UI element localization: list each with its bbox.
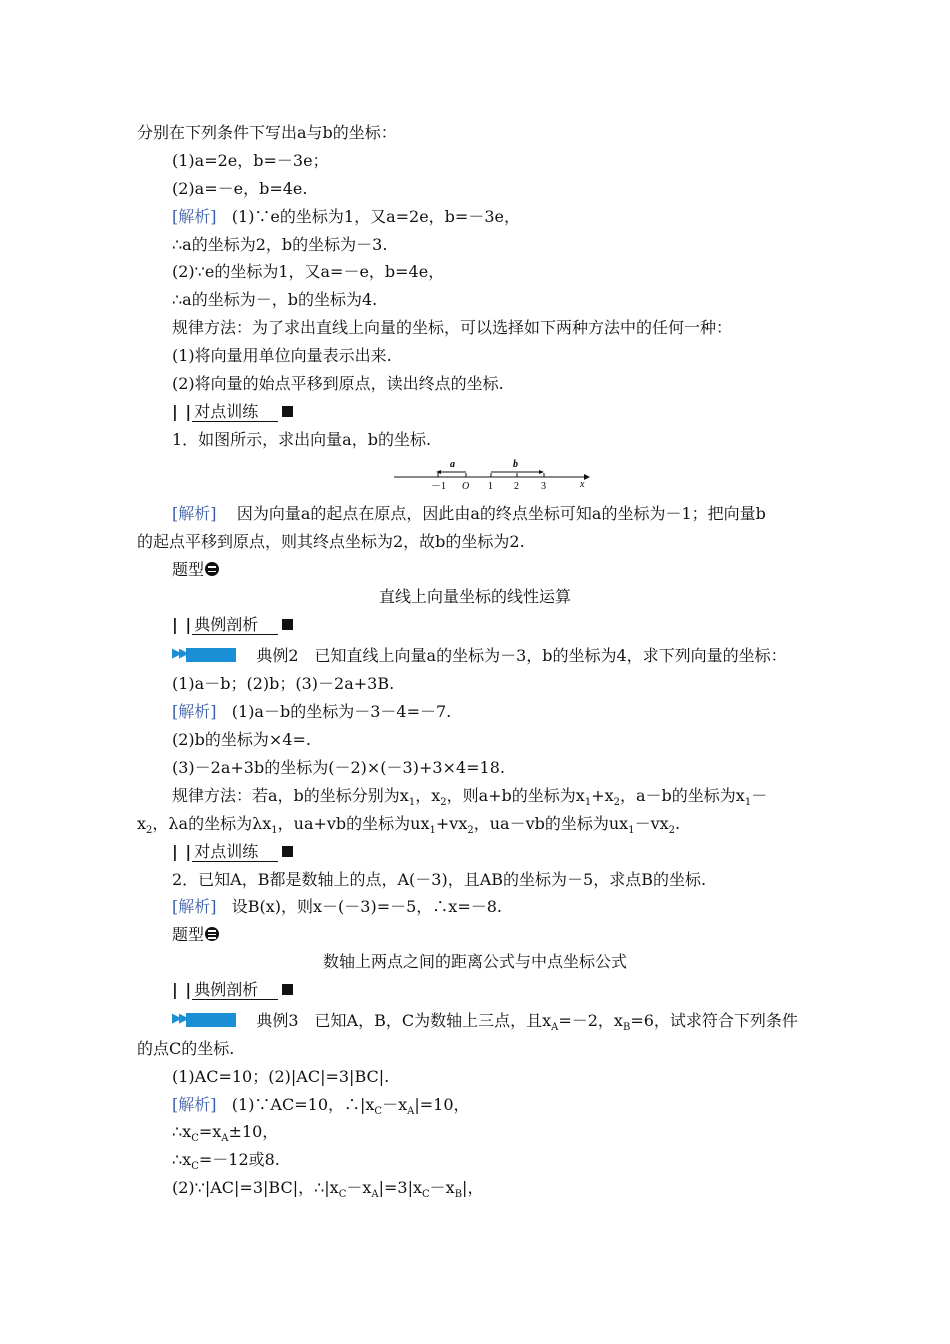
exercise-1-solution-line1: [解析] 因为向量a的起点在原点，因此由a的终点坐标可知a的坐标为－1；把向量b (172, 504, 766, 523)
example-2-solution-3: (3)－2a+3b的坐标为(－2)×(－3)+3×4=18. (172, 758, 505, 777)
example-3-solution-1: [解析] (1)∵AC=10，$\therefore|x_C-x_A|=10$， (172, 1095, 470, 1118)
circled-three-icon (205, 927, 219, 941)
section-dianli-2: | | 典例剖析 (172, 615, 293, 635)
example-2-items: (1)a－b；(2)b；(3)－2a+3B. (172, 674, 395, 693)
method-rule-1: 规律方法：为了求出直线上向量的坐标，可以选择如下两种方法中的任何一种： (172, 318, 733, 337)
example-2-stem: ▶▶ 典例2 已知直线上向量a的坐标为－3，b的坐标为4，求下列向量的坐标： (172, 646, 787, 665)
circled-two-icon (205, 562, 219, 576)
exercise-1: 1．如图所示，求出向量a，b的坐标. (172, 430, 432, 449)
section-duidian-1: | | 对点训练 (172, 402, 293, 422)
example-3-stem: ▶▶ 典例3 已知A，B，C为数轴上三点，且$x_A=-2$，$x_B=6$，试求符合下列条件 (172, 1011, 798, 1034)
section-dianli-3: | | 典例剖析 (172, 980, 293, 1000)
example-3-solution-2: $\therefore x_C=x_A\pm 10$， (172, 1122, 279, 1145)
vector-b-label: b (513, 459, 518, 470)
tick-label: －1 (431, 481, 446, 491)
example-tag-icon: ▶▶ (172, 1013, 236, 1027)
section-title-2: 数轴上两点之间的距离公式与中点坐标公式 (322, 952, 627, 971)
condition-2: (2)a=－e，b=4e. (172, 179, 308, 198)
example-3-items: (1)AC=10；(2)|AC|=3|BC|. (172, 1067, 390, 1086)
tick-label: 3 (541, 481, 546, 491)
solution-2-line1: (2)∵e的坐标为1，又a=－e，b=4e， (172, 262, 445, 281)
example-2-solution-2: (2)b的坐标为×4=. (172, 730, 311, 749)
number-line-figure (394, 455, 594, 491)
vector-a-label: a (450, 459, 455, 470)
exercise-2: 2．已知A，B都是数轴上的点，A(－3)，且AB的坐标为－5，求点B的坐标. (172, 870, 707, 889)
section-title-1: 直线上向量坐标的线性运算 (378, 587, 571, 606)
example-3-solution-4: (2)∵|AC|=3|BC|，$\therefore|x_C-x_A|=3|x_C-x_B|$， (172, 1178, 484, 1201)
solution-2-line2: ∴a的坐标为－，b的坐标为4. (172, 290, 378, 309)
method-rule-2-line1: 规律方法：若a，b的坐标分别为$x_1$，$x_2$，则a+b的坐标为$x_1+x_2$，a－b的坐标为$x_1-$ (172, 786, 768, 809)
tixing-2-heading: 题型 (172, 560, 219, 580)
method-step-1: (1)将向量用单位向量表示出来. (172, 346, 392, 365)
exercise-1-solution-line2: 的起点平移到原点，则其终点坐标为2，故b的坐标为2. (137, 532, 525, 551)
method-step-2: (2)将向量的始点平移到原点，读出终点的坐标. (172, 374, 504, 393)
method-rule-2-line2: $x_2$，λa的坐标为$\lambda x_1$，ua+vb的坐标为$ux_1+vx_2$，ua－vb的坐标为$ux_1-vx_2$. (137, 814, 681, 837)
tick-label: 1 (488, 481, 493, 491)
example-tag-icon: ▶▶ (172, 648, 236, 662)
section-duidian-2: | | 对点训练 (172, 842, 293, 862)
tixing-3-heading: 题型 (172, 925, 219, 945)
solution-1-line1: [解析] (1)∵e的坐标为1，又a=2e，b=－3e， (172, 207, 520, 226)
solution-1-line2: ∴a的坐标为2，b的坐标为－3. (172, 235, 388, 254)
problem-intro: 分别在下列条件下写出a与b的坐标： (137, 123, 397, 142)
example-3-solution-3: $\therefore x_C=-12$或8. (172, 1150, 280, 1173)
exercise-2-solution: [解析] 设B(x)，则x－(－3)=－5，∴x=－8. (172, 897, 503, 916)
example-2-solution-1: [解析] (1)a－b的坐标为－3－4=－7. (172, 702, 452, 721)
axis-label: x (580, 479, 585, 490)
tick-label: O (462, 481, 470, 491)
example-3-stem-line2: 的点C的坐标. (137, 1039, 235, 1058)
tick-label: 2 (514, 481, 519, 491)
condition-1: (1)a=2e，b=－3e； (172, 151, 329, 170)
jiexi-label: [解析] (172, 207, 217, 226)
